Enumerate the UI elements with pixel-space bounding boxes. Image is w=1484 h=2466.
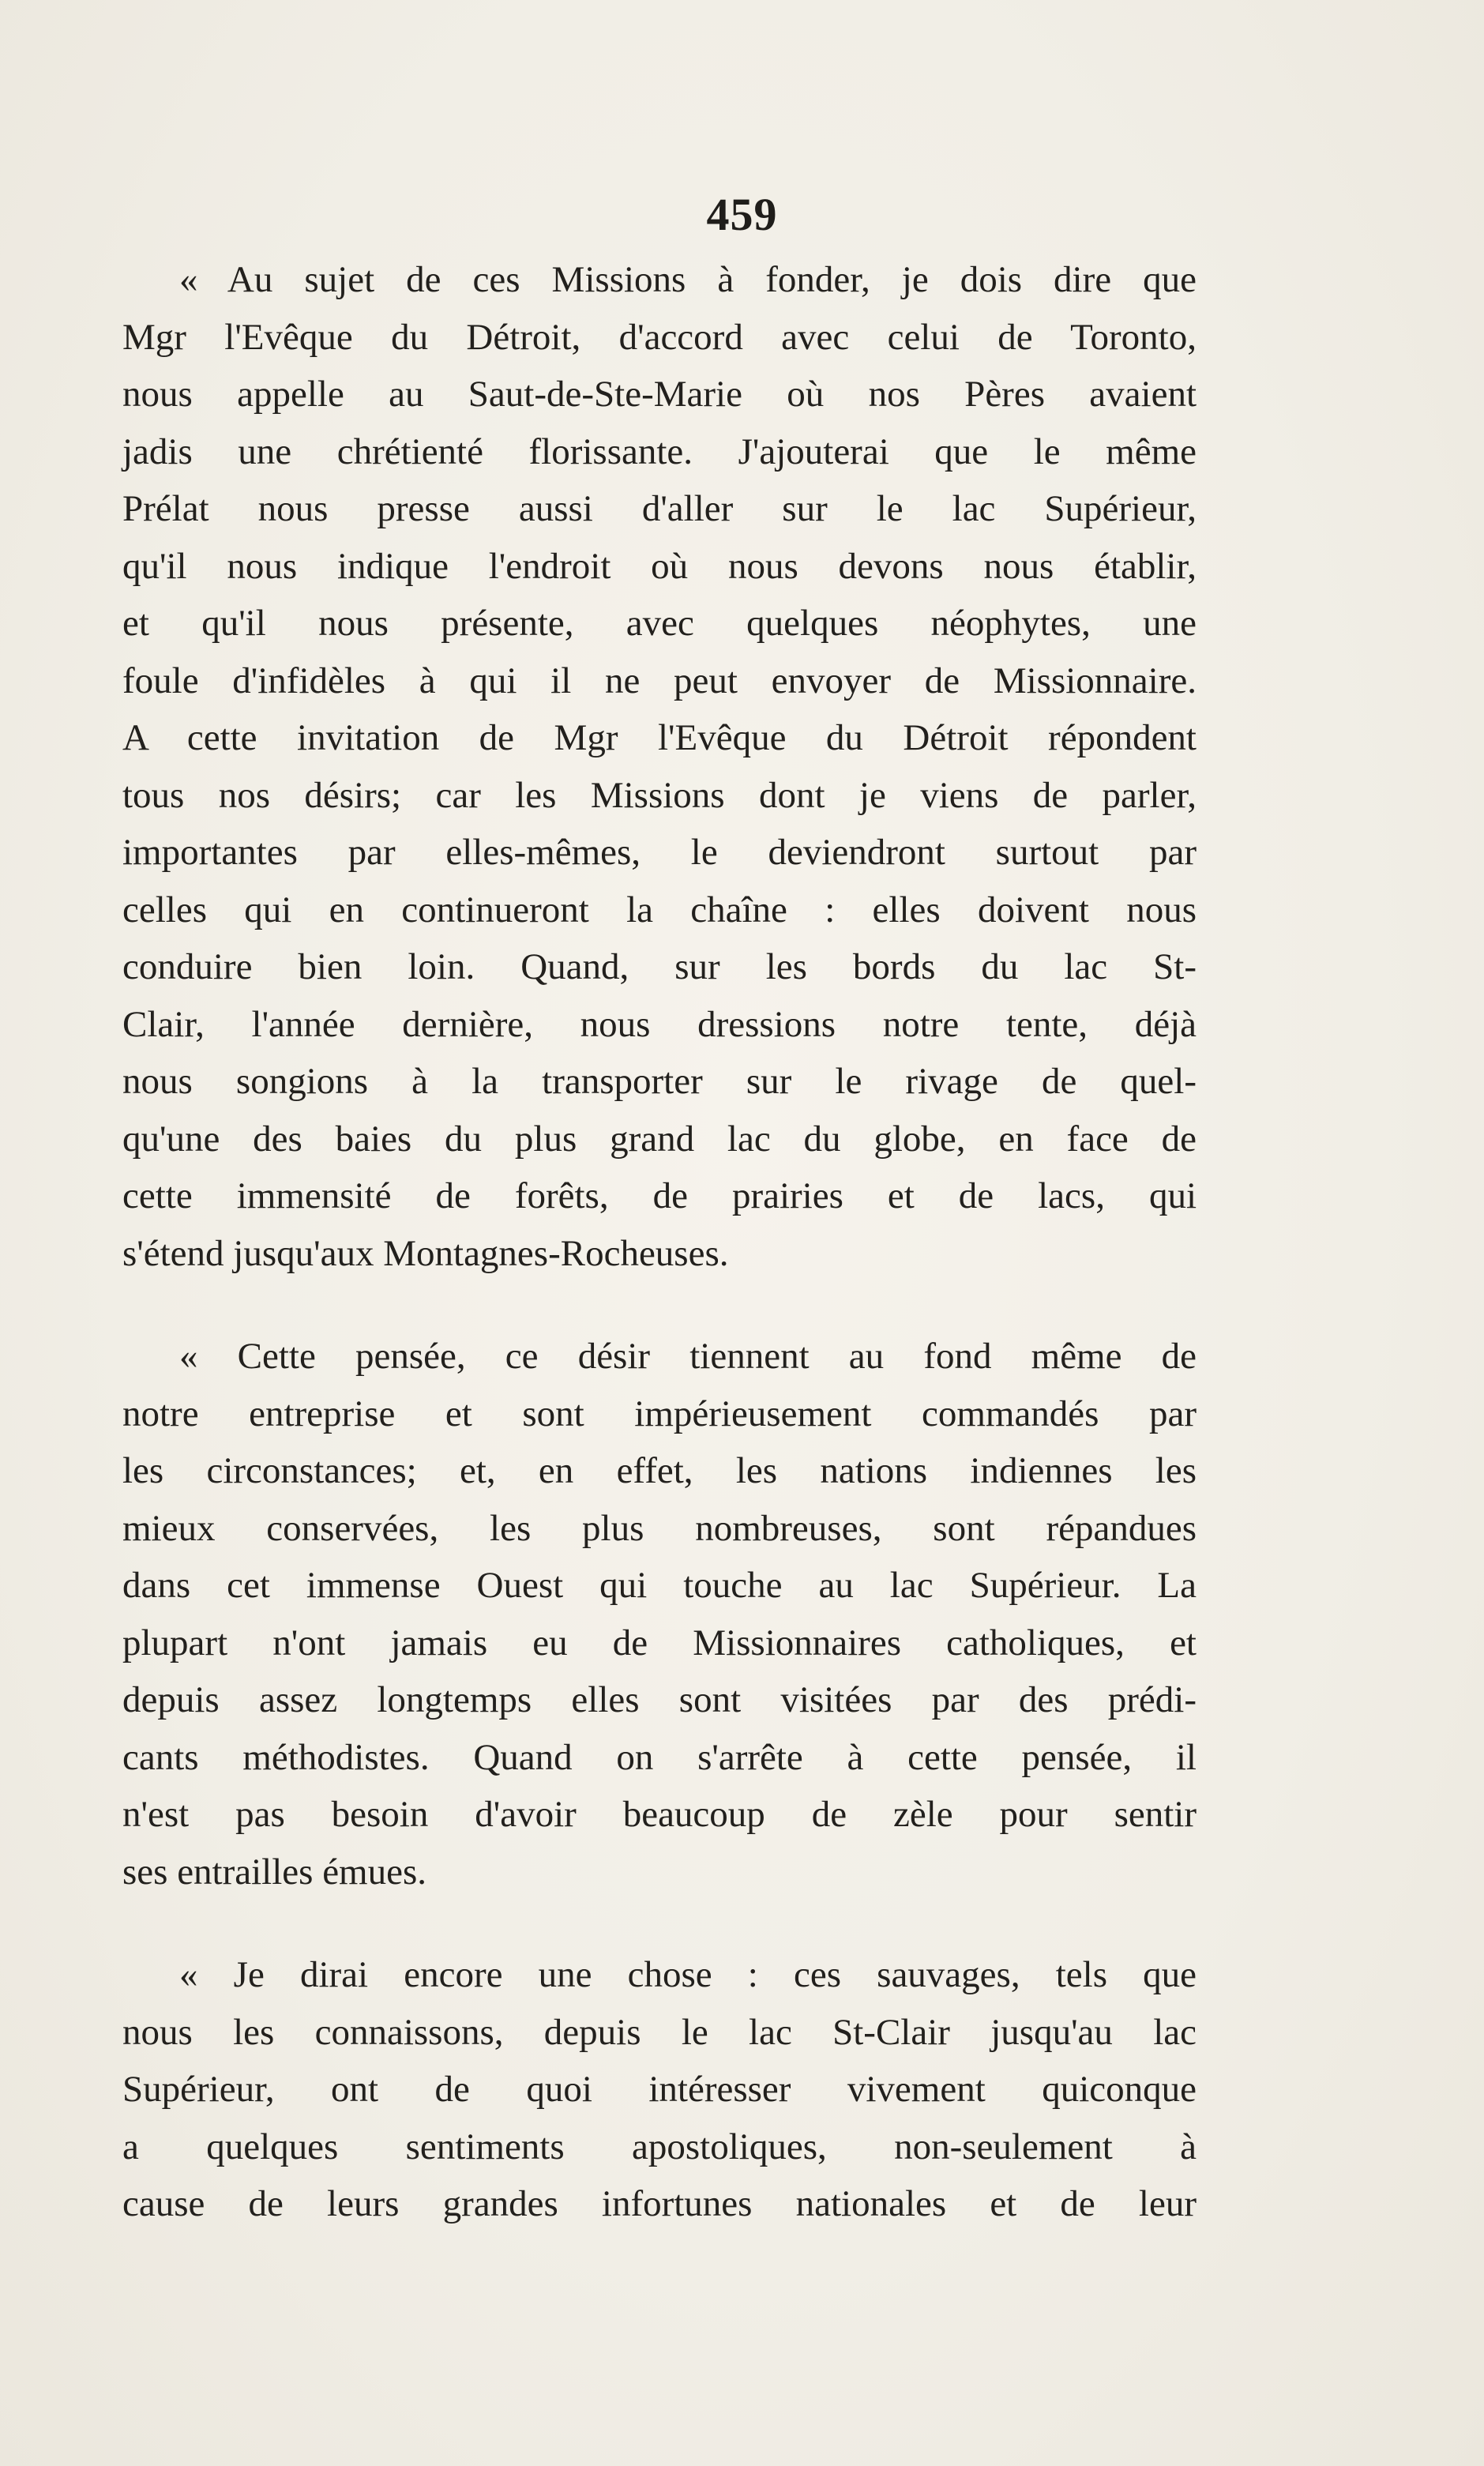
text-line: A cette invitation de Mgr l'Evêque du Détroit répondent bbox=[122, 717, 1197, 758]
text-line: mieux conservées, les plus nombreuses, sont répandues bbox=[122, 1507, 1197, 1549]
text-line: a quelques sentiments apostoliques, non-seulement à bbox=[122, 2126, 1197, 2167]
text-line: depuis assez longtemps elles sont visitées par des prédi- bbox=[122, 1679, 1197, 1720]
text-line: importantes par elles-mêmes, le deviendront surtout par bbox=[122, 832, 1197, 873]
text-line: les circonstances; et, en effet, les nations indiennes les bbox=[122, 1450, 1197, 1491]
page-number: 459 bbox=[706, 189, 778, 240]
text-line: cause de leurs grandes infortunes nationales et de leur bbox=[122, 2183, 1197, 2224]
text-line: tous nos désirs; car les Missions dont je viens de parler, bbox=[122, 774, 1197, 816]
text-line: et qu'il nous présente, avec quelques néophytes, une bbox=[122, 603, 1197, 644]
text-line: conduire bien loin. Quand, sur les bords du lac St- bbox=[122, 946, 1197, 987]
text-line: nous les connaissons, depuis le lac St-Clair jusqu'au lac bbox=[122, 2011, 1197, 2053]
text-line: nous songions à la transporter sur le rivage de quel- bbox=[122, 1061, 1197, 1102]
paragraph-1 bbox=[122, 251, 1197, 1282]
paragraph-2 bbox=[122, 1328, 1197, 1900]
text-line: Clair, l'année dernière, nous dressions notre tente, déjà bbox=[122, 1003, 1197, 1045]
text-line: n'est pas besoin d'avoir beaucoup de zèle pour sentir bbox=[122, 1794, 1197, 1835]
text-line: s'étend jusqu'aux Montagnes-Rocheuses. bbox=[122, 1232, 729, 1274]
text-line: qu'il nous indique l'endroit où nous devons nous établir, bbox=[122, 545, 1197, 587]
text-line: nous appelle au Saut-de-Ste-Marie où nos Pères avaient bbox=[122, 374, 1197, 415]
text-line: Mgr l'Evêque du Détroit, d'accord avec celui de Toronto, bbox=[122, 316, 1197, 358]
text-line: celles qui en continueront la chaîne : elles doivent nous bbox=[122, 889, 1197, 930]
body-text bbox=[122, 251, 1197, 2233]
text-line: jadis une chrétienté florissante. J'ajouterai que le même bbox=[122, 430, 1197, 472]
text-line: qu'une des baies du plus grand lac du globe, en face de bbox=[122, 1118, 1197, 1160]
text-line: Prélat nous presse aussi d'aller sur le lac Supérieur, bbox=[122, 488, 1197, 529]
text-line: cants méthodistes. Quand on s'arrête à cette pensée, il bbox=[122, 1736, 1197, 1778]
paragraph-3 bbox=[122, 1946, 1197, 2233]
text-line: plupart n'ont jamais eu de Missionnaires catholiques, et bbox=[122, 1622, 1197, 1663]
text-line: Supérieur, ont de quoi intéresser vivement quiconque bbox=[122, 2069, 1197, 2110]
text-line: « Cette pensée, ce désir tiennent au fond même de bbox=[179, 1336, 1197, 1377]
text-line: foule d'infidèles à qui il ne peut envoyer de Missionnaire. bbox=[122, 660, 1197, 701]
text-line: « Je dirai encore une chose : ces sauvages, tels que bbox=[179, 1954, 1197, 1995]
text-line: notre entreprise et sont impérieusement commandés par bbox=[122, 1393, 1197, 1434]
text-line: « Au sujet de ces Missions à fonder, je dois dire que bbox=[179, 259, 1197, 300]
text-line: ses entrailles émues. bbox=[122, 1851, 427, 1893]
text-line: dans cet immense Ouest qui touche au lac Supérieur. La bbox=[122, 1565, 1197, 1606]
text-line: cette immensité de forêts, de prairies et de lacs, qui bbox=[122, 1175, 1197, 1216]
